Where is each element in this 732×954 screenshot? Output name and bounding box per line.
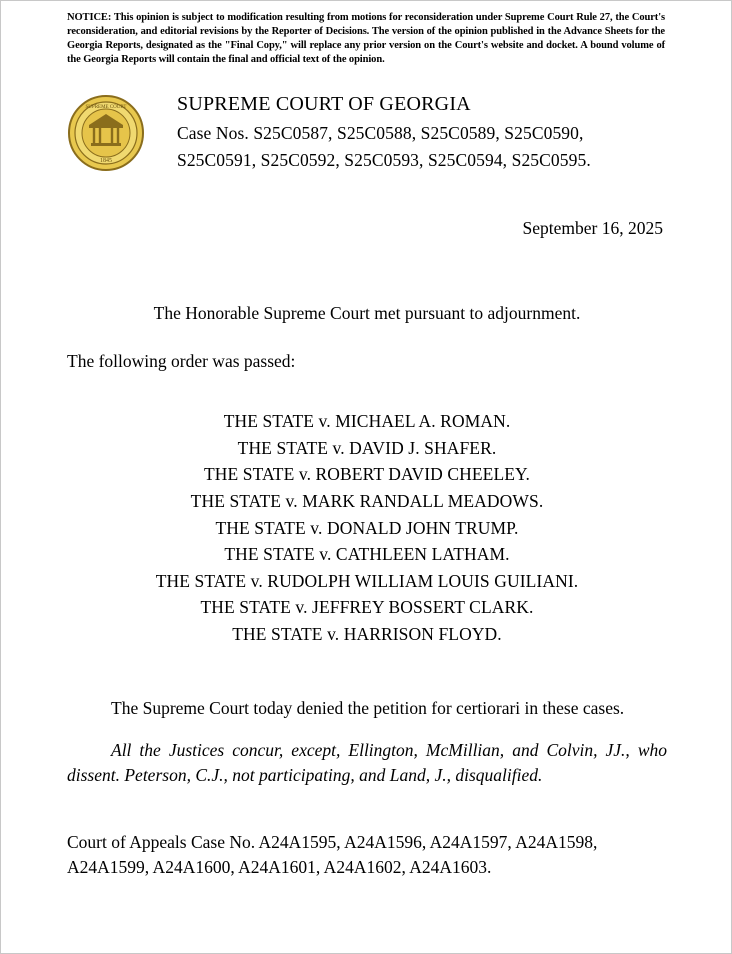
case-numbers-line-2: S25C0591, S25C0592, S25C0593, S25C0594, S25C0595. <box>177 149 591 170</box>
supreme-court-of-georgia-seal-icon <box>67 94 145 172</box>
coa-line-2: A24A1599, A24A1600, A24A1601, A24A1602, A24A1603. <box>67 856 492 877</box>
coa-line-1: Court of Appeals Case No. A24A1595, A24A1596, A24A1597, A24A1598, <box>67 832 598 853</box>
case-caption: THE STATE v. RUDOLPH WILLIAM LOUIS GUILIANI. <box>155 570 579 591</box>
svg-text:1845: 1845 <box>100 158 112 165</box>
case-caption: THE STATE v. JEFFREY BOSSERT CLARK. <box>200 597 534 618</box>
order-passed-statement: The following order was passed: <box>67 350 296 371</box>
concurrence-paragraph: All the Justices concur, except, Ellington, McMillian, and Colvin, JJ., who dissent. Peterson, C.J., not participating, and Land, J., disqualified. <box>67 740 667 786</box>
case-caption: THE STATE v. MICHAEL A. ROMAN. <box>223 411 511 432</box>
certiorari-denial-paragraph: The Supreme Court today denied the petition for certiorari in these cases. <box>111 697 625 718</box>
document-content <box>67 11 667 880</box>
svg-text:SUPREME COURT: SUPREME COURT <box>85 105 127 111</box>
opinion-notice: NOTICE: This opinion is subject to modification resulting from motions for reconsideration under Supreme Court Rule 27, the Court's reconsideration, and editorial revisions by the Reporter of Decisions. The version of the opinion published in the Advance Sheets for the Georgia Reports, designated as the "Final Copy," will replace any prior version on the Court's website and docket. A bound volume of the Georgia Reports will contain the final and official text of the opinion. <box>67 12 665 65</box>
document-header <box>67 92 667 188</box>
case-caption-list <box>67 408 667 647</box>
case-caption: THE STATE v. DONALD JOHN TRUMP. <box>215 517 519 538</box>
decision-date: September 16, 2025 <box>522 218 663 239</box>
case-numbers-line-1: Case Nos. S25C0587, S25C0588, S25C0589, S25C0590, <box>177 123 584 144</box>
header-text-block <box>177 92 667 173</box>
court-title: SUPREME COURT OF GEORGIA <box>177 93 471 116</box>
case-caption: THE STATE v. HARRISON FLOYD. <box>232 623 502 644</box>
case-caption: THE STATE v. CATHLEEN LATHAM. <box>224 544 510 565</box>
court-met-statement: The Honorable Supreme Court met pursuant to adjournment. <box>153 303 581 324</box>
case-caption: THE STATE v. DAVID J. SHAFER. <box>237 437 497 458</box>
case-caption: THE STATE v. ROBERT DAVID CHEELEY. <box>204 464 530 485</box>
court-of-appeals-case-numbers <box>67 830 667 880</box>
case-caption: THE STATE v. MARK RANDALL MEADOWS. <box>190 490 544 511</box>
